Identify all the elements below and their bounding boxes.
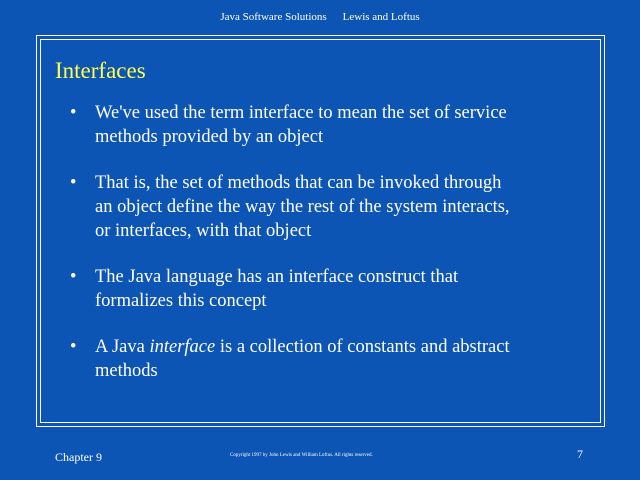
bullet-text-line: formalizes this concept [95,291,267,311]
bullet-icon: • [70,173,77,193]
bullet-text-line: That is, the set of methods that can be invoked through [95,173,502,193]
copyright-notice: Copyright 1997 by John Lewis and William Loftus. All rights reserved. [230,453,373,458]
bullet-text-line: methods [95,361,158,381]
bullet-text-line: The Java language has an interface construct that [95,267,459,287]
chapter-label: Chapter 9 [55,450,102,464]
bullet-text-line: methods provided by an object [95,127,324,147]
bullet-text-segment: A Java [95,337,150,357]
bullet-item [70,101,590,149]
page-number: 7 [577,447,583,461]
bullet-item [70,335,590,383]
bullet-text-segment: is a collection of constants and abstract [215,337,510,357]
bullet-icon: • [70,337,77,357]
bullet-icon: • [70,267,77,287]
slide-header [0,11,640,23]
bullet-item [70,265,590,313]
bullet-list [70,101,590,405]
book-title: Java Software Solutions [220,11,327,23]
bullet-text-line: We've used the term interface to mean the set of service [95,103,507,123]
bullet-icon: • [70,103,77,123]
authors: Lewis and Loftus [342,11,420,23]
bullet-text-line [95,335,590,359]
slide-title: Interfaces [55,58,146,83]
bullet-item [70,171,590,243]
bullet-text-line: or interfaces, with that object [95,221,312,241]
bullet-text-line: an object define the way the rest of the system interacts, [95,197,510,217]
emphasized-term: interface [149,337,216,357]
